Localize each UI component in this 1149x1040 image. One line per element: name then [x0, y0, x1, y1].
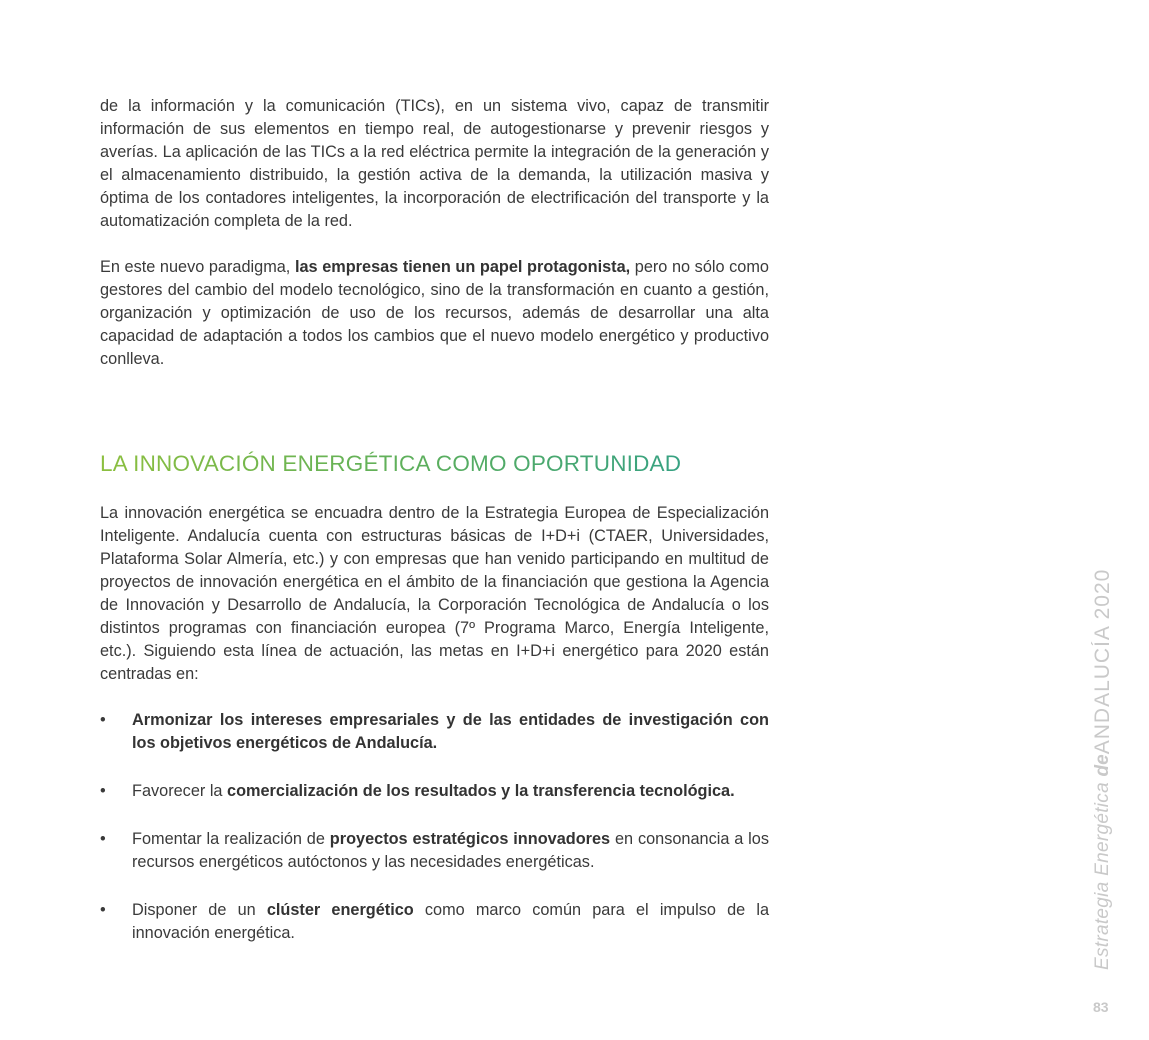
section-paragraph: La innovación energética se encuadra dentro de la Estrategia Europea de Especialización Inteligente. Andalucía cuenta con estructuras básicas de I+D+i (CTAER, Universidades, Plataforma Solar Almería, etc.) y con empresas que han venido participando en multitud de proyectos de innovación energética en el ámbito de la financiación que gestiona la Agencia de Innovación y Desarrollo de Andalucía, la Corporación Tecnológica de Andalucía o los distintos programas con financiación europea (7º Programa Marco, Energía Inteligente, etc.). Siguiendo esta línea de actuación, las metas en I+D+i energético para 2020 están centradas en: — [100, 504, 769, 683]
intro-text-block — [100, 95, 769, 371]
list-item-emphasis: proyectos estratégicos innovadores — [329, 830, 611, 848]
side-title-part-3: ANDALUCÍA 2020 — [1091, 568, 1114, 755]
bullet-icon: • — [100, 901, 106, 919]
bullet-icon: • — [100, 830, 106, 848]
section-heading: LA INNOVACIÓN ENERGÉTICA COMO OPORTUNIDAD — [100, 450, 769, 478]
bullet-icon: • — [100, 711, 106, 729]
list-item-lead: Fomentar la realización de — [132, 830, 330, 848]
list-item — [100, 780, 769, 803]
side-title-part-2: de — [1092, 754, 1113, 777]
list-item — [100, 709, 769, 755]
list-item-lead: Favorecer la — [132, 782, 228, 800]
list-item-lead: Disponer de un — [132, 901, 267, 919]
list-item-emphasis: Armonizar los intereses empresariales y de las entidades de investigación con los objetivos energéticos de Andalucía. — [132, 711, 769, 752]
list-item-emphasis: clúster energético — [266, 901, 414, 919]
side-title-part-1: Estrategia Energética — [1092, 776, 1113, 970]
list-item-rest: como marco común para el impulso de la innovación energética. — [132, 901, 769, 942]
list-item-rest: en consonancia a los recursos energéticos autóctonos y las necesidades energéticas. — [132, 830, 769, 871]
goals-list — [100, 709, 769, 945]
page-number: 83 — [1093, 999, 1109, 1015]
intro-paragraph-2-lead: En este nuevo paradigma, — [100, 258, 295, 276]
document-side-title — [1091, 568, 1114, 970]
list-item — [100, 899, 769, 945]
list-item — [100, 828, 769, 874]
intro-paragraph-1: de la información y la comunicación (TICs), en un sistema vivo, capaz de transmitir información de sus elementos en tiempo real, de autogestionarse y prevenir riesgos y averías. La aplicación de las TICs a la red eléctrica permite la integración de la generación y el almacenamiento distribuido, la gestión activa de la demanda, la utilización masiva y óptima de los contadores inteligentes, la incorporación de electrificación del transporte y la automatización completa de la red. — [100, 97, 769, 230]
intro-paragraph-2 — [100, 256, 769, 371]
list-item-emphasis: comercialización de los resultados y la transferencia tecnológica. — [227, 782, 735, 800]
bullet-icon: • — [100, 782, 106, 800]
intro-paragraph-2-emphasis: las empresas tienen un papel protagonista, — [294, 258, 631, 276]
section-text-block — [100, 502, 769, 945]
intro-paragraph-2-rest: pero no sólo como gestores del cambio del modelo tecnológico, sino de la transformación en cuanto a gestión, organización y optimización de uso de los recursos, además de desarrollar una alta capacidad de adaptación a todos los cambios que el nuevo modelo energético y productivo conlleva. — [100, 258, 769, 368]
